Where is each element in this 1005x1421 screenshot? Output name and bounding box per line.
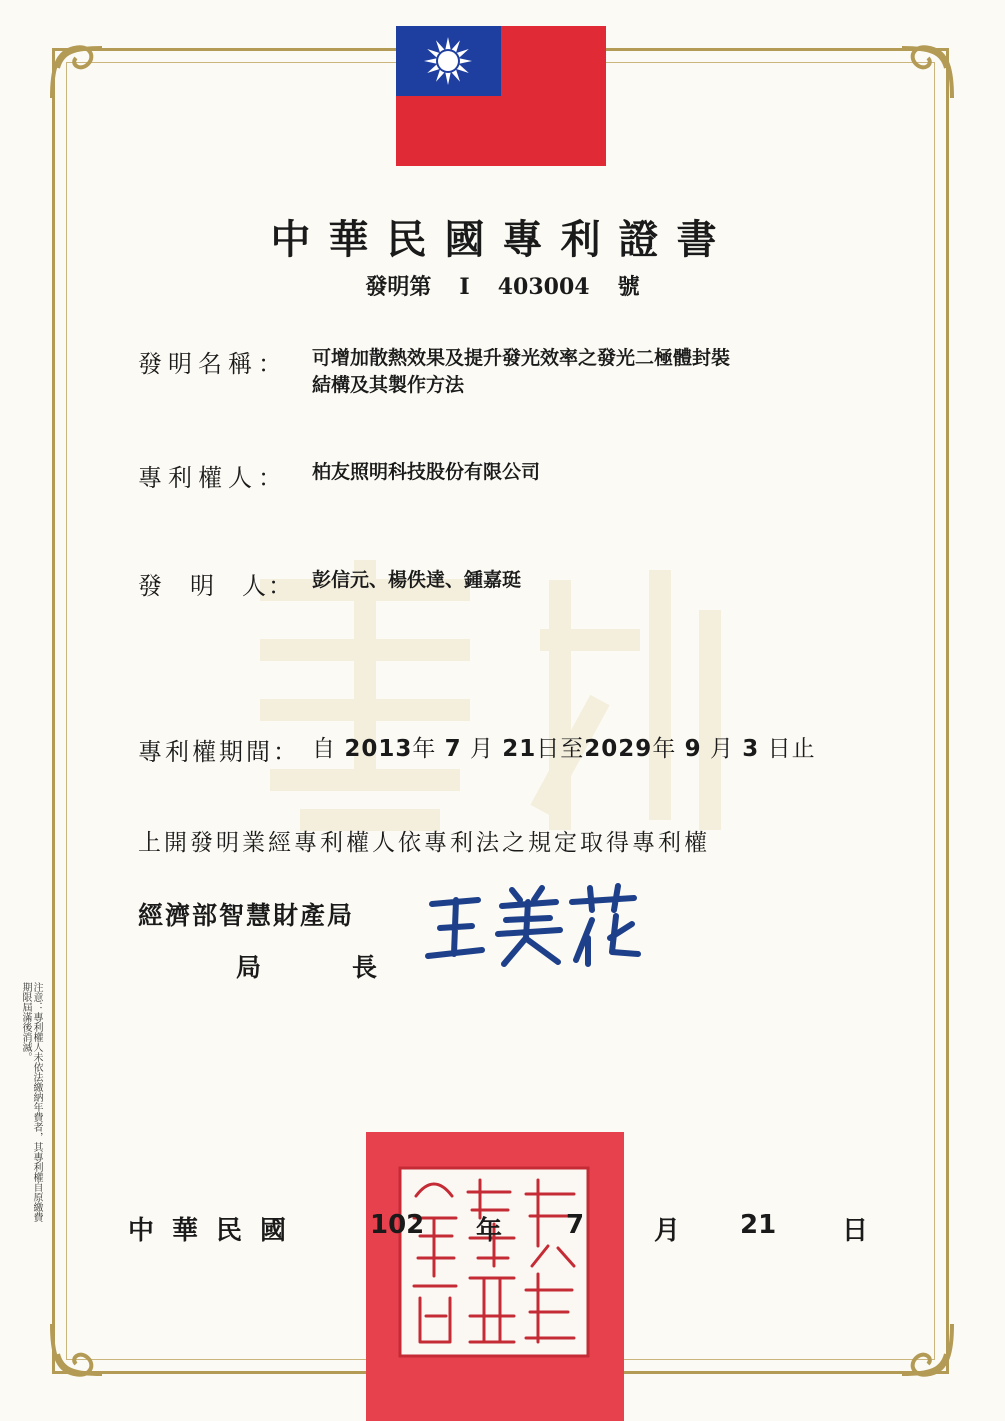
issue-month: 7 xyxy=(566,1210,585,1240)
end-day: 3 xyxy=(742,736,760,762)
patentee-value: 柏友照明科技股份有限公司 xyxy=(312,461,541,483)
patent-term-value xyxy=(312,730,816,763)
corner-ornament-icon xyxy=(900,30,970,100)
corner-ornament-icon xyxy=(900,1322,970,1392)
official-seal xyxy=(398,1166,590,1358)
end-month-char: 月 xyxy=(709,736,734,762)
corner-ornament-icon xyxy=(34,30,104,100)
patent-number-type: I xyxy=(459,274,470,300)
patent-watermark xyxy=(240,550,780,850)
issue-year-char: 年 xyxy=(476,1216,503,1246)
end-day-char: 日 xyxy=(767,736,792,762)
certificate-title: 中華民國專利證書 xyxy=(270,216,735,263)
term-end: 止 xyxy=(791,736,816,762)
start-month: 7 xyxy=(444,736,462,762)
end-year-char: 年 xyxy=(652,736,677,762)
maintenance-fee-note: 注意：專利權人未依法繳納年費者，其專利權自原繳費期限屆滿後消滅。 xyxy=(20,982,42,1222)
patent-number-line xyxy=(0,270,1005,301)
director-title-1: 局 xyxy=(236,953,264,982)
end-year: 2029 xyxy=(584,736,653,762)
issue-era: 中華民國 xyxy=(128,1216,305,1246)
patent-number-prefix: 發明第 xyxy=(365,274,432,300)
patent-number-suffix: 號 xyxy=(617,274,640,300)
issue-month-char: 月 xyxy=(654,1216,681,1246)
director-title-2: 長 xyxy=(352,953,380,982)
inventor-label: 發 明 人： xyxy=(138,572,294,600)
start-year: 2013 xyxy=(344,736,413,762)
invention-name-line2: 結構及其製作方法 xyxy=(312,374,465,396)
roc-flag-icon xyxy=(396,26,606,166)
issuing-office: 經濟部智慧財產局 xyxy=(138,901,355,930)
inventors-value: 彭信元、楊佚達、鍾嘉珽 xyxy=(312,569,522,591)
term-to: 至 xyxy=(560,736,585,762)
patent-term-label: 專利權期間： xyxy=(138,738,300,766)
invention-name-line1: 可增加散熱效果及提升發光效率之發光二極體封裝 xyxy=(312,347,731,369)
grant-statement: 上開發明業經專利權人依專利法之規定取得專利權 xyxy=(138,830,710,856)
patent-number: 403004 xyxy=(497,274,590,300)
patentee-label: 專利權人： xyxy=(138,464,288,492)
corner-ornament-icon xyxy=(34,1322,104,1392)
issue-day: 21 xyxy=(740,1210,777,1240)
issue-year: 102 xyxy=(370,1210,425,1240)
start-year-char: 年 xyxy=(412,736,437,762)
start-month-char: 月 xyxy=(469,736,494,762)
term-from: 自 xyxy=(312,736,336,762)
start-day: 21 xyxy=(502,736,537,762)
director-signature xyxy=(420,880,650,970)
issue-day-char: 日 xyxy=(842,1216,869,1246)
invention-name-label: 發明名稱： xyxy=(138,350,288,378)
end-month: 9 xyxy=(684,736,702,762)
start-day-char: 日 xyxy=(536,736,561,762)
